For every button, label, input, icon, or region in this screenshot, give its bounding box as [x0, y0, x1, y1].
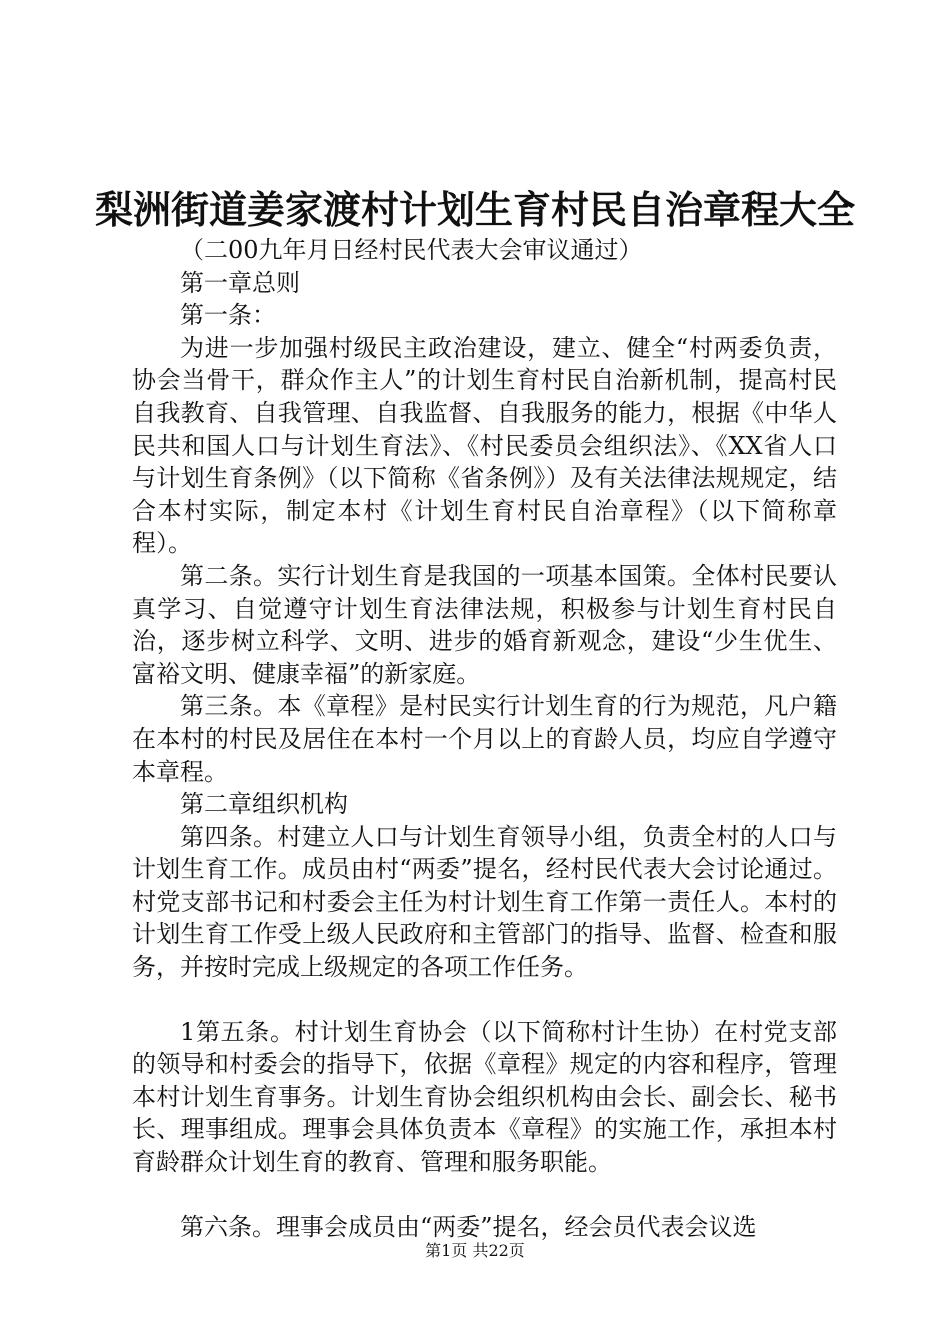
document-body: [132, 234, 837, 1243]
chapter-heading: 第二章组织机构: [180, 790, 348, 819]
document-title: 梨洲街道姜家渡村计划生育村民自治章程大全: [94, 187, 855, 232]
body-paragraph: 为进一步加强村级民主政治建设，建立、健全“村两委负责，协会当骨干，群众作主人”的计划生育村民自治新机制，提高村民自我教育、自我管理、自我监督、自我服务的能力，根据《中华人民共和国人口与计划生育法》、《村民委员会组织法》、《XX省人口与计划生育条例》（以下简称《省条例》）及有关法律法规规定，结合本村实际，制定本村《计划生育村民自治章程》（以下简称章程）。: [132, 333, 837, 558]
body-paragraph: 第四条。村建立人口与计划生育领导小组，负责全村的人口与计划生育工作。成员由村“两委”提名，经村民代表大会讨论通过。村党支部书记和村委会主任为村计划生育工作第一责任人。本村的计划生育工作受上级人民政府和主管部门的指导、监督、检查和服务，并按时完成上级规定的各项工作任务。: [132, 822, 837, 982]
body-paragraph: 第六条。理事会成员由“两委”提名，经会员代表会议选: [180, 1212, 757, 1241]
chapter-heading: 第一章总则: [180, 268, 300, 297]
paragraph-gap: [132, 1179, 837, 1211]
paragraph-gap: [132, 984, 837, 1016]
article-heading: 第一条：: [180, 301, 276, 330]
body-paragraph: 第三条。本《章程》是村民实行计划生育的行为规范，凡户籍在本村的村民及居住在本村一个月以上的育龄人员，均应自学遵守本章程。: [132, 692, 837, 786]
approval-note: （二00九年月日经村民代表大会审议通过）: [180, 236, 643, 264]
body-paragraph: 第二条。实行计划生育是我国的一项基本国策。全体村民要认真学习、自觉遵守计划生育法律法规，积极参与计划生育村民自治，逐步树立科学、文明、进步的婚育新观念，建设“少生优生、富裕文明、健康幸福”的新家庭。: [132, 561, 837, 688]
page-footer: 第1页 共22页: [425, 1241, 525, 1260]
body-paragraph: 1第五条。村计划生育协会（以下简称村计生协）在村党支部的领导和村委会的指导下，依据《章程》规定的内容和程序，管理本村计划生育事务。计划生育协会组织机构由会长、副会长、秘书长、理事组成。理事会具体负责本《章程》的实施工作，承担本村育龄群众计划生育的教育、管理和服务职能。: [132, 1017, 837, 1177]
